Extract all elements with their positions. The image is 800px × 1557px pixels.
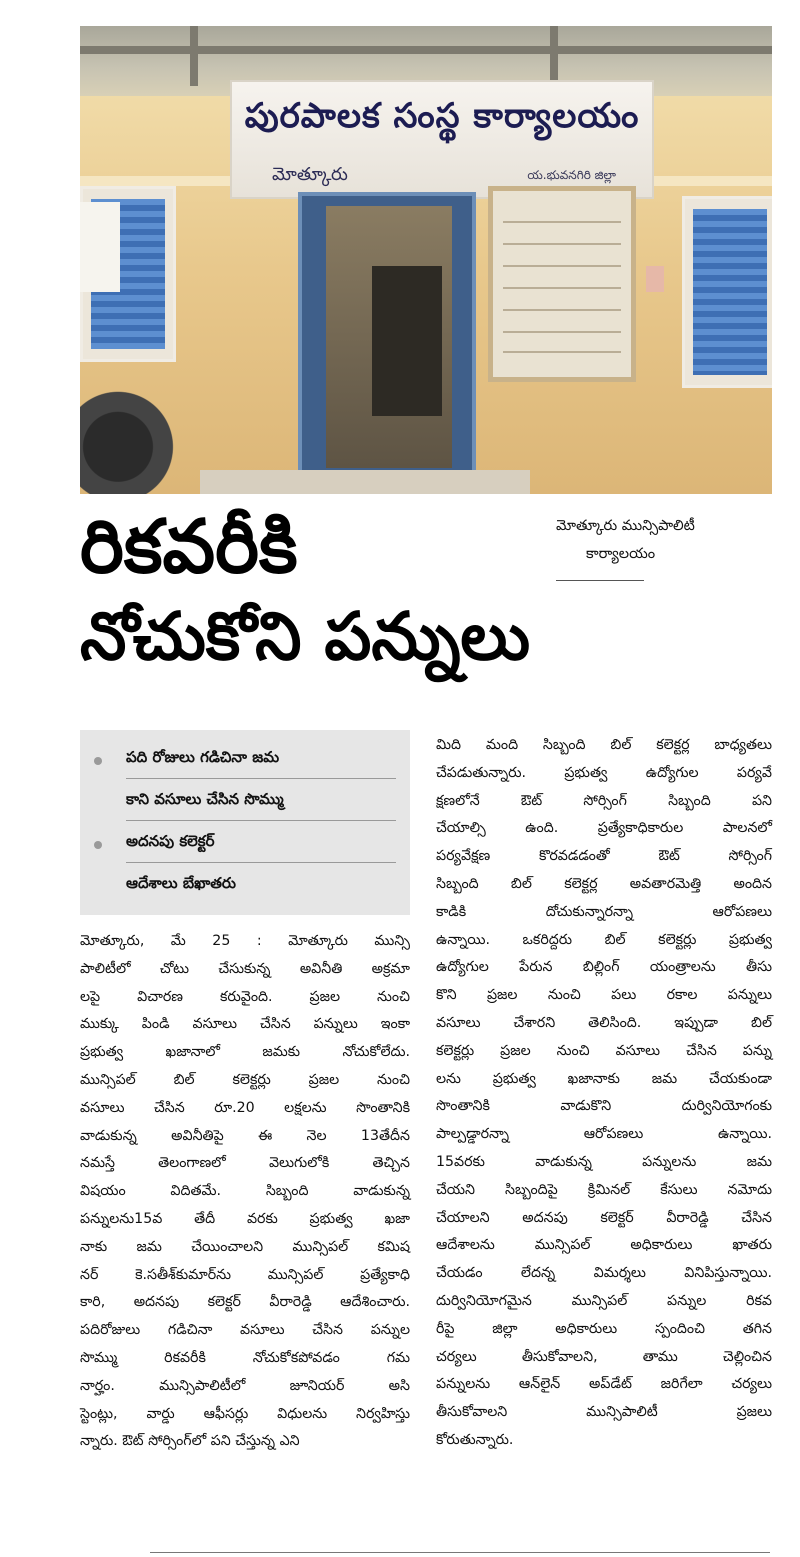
article-text-line: 15వరకు వాడుకున్న పన్నులను జమ bbox=[436, 1153, 772, 1170]
article-text-line: ఉద్యోగుల పేరున బిల్లింగ్ యంత్రాలను తీసు bbox=[436, 959, 772, 976]
headline bbox=[80, 504, 540, 675]
article-text-line: కలెక్టర్లు ప్రజల నుంచి వసూలు చేసిన పన్ను bbox=[436, 1042, 772, 1059]
article-body-left-column bbox=[80, 928, 410, 1456]
article-text-line: వసూలు చేసిన రూ.20 లక్షలను సొంతానికి bbox=[80, 1099, 410, 1116]
article-text-line: చేయాల్సి ఉంది. ప్రత్యేకాధికారుల పాలనలో bbox=[436, 820, 772, 837]
highlights-box bbox=[80, 730, 410, 915]
article-text-line: పన్నులను15వ తేదీ వరకు ప్రభుత్వ ఖజా bbox=[80, 1210, 410, 1227]
roof-post bbox=[550, 26, 558, 86]
article-text-line: ఉన్నాయి. ఒకరిద్దరు బిల్ కలెక్టర్లు ప్రభుత్వ bbox=[436, 931, 772, 948]
article-text-line: ముక్కు పిండి వసూలు చేసిన పన్నులు ఇంకా bbox=[80, 1016, 410, 1033]
caption-line-2: కార్యాలయం bbox=[586, 546, 656, 562]
article-text-line: సొమ్ము రికవరీకి నోచుకోకపోవడం గమ bbox=[80, 1349, 410, 1366]
article-text-line: క్షణలోనే ఔట్ సోర్సింగ్ సిబ్బంది పని bbox=[436, 792, 772, 809]
signboard-location: మోత్కూరు bbox=[272, 164, 348, 185]
article-text-line: నర్ కె.సతీశ్‌కుమార్‌ను మున్సిపల్ ప్రత్యేకాధి bbox=[80, 1266, 410, 1283]
article-text-line: దుర్వినియోగమైన మున్సిపల్ పన్నుల రికవ bbox=[436, 1292, 772, 1309]
article-text-line: మున్సిపల్ బిల్ కలెక్టర్లు ప్రజల నుంచి bbox=[80, 1071, 410, 1088]
article-body-right-column bbox=[436, 732, 772, 1455]
right-window bbox=[682, 196, 772, 388]
article-text-line: కొని ప్రజల నుంచి పలు రకాల పన్నులు bbox=[436, 987, 772, 1004]
article-text-line: నాకు జమ చేయించాలని మున్సిపల్ కమిష bbox=[80, 1238, 410, 1255]
entrance-step bbox=[200, 470, 530, 494]
photo-caption bbox=[556, 512, 756, 568]
office-door bbox=[298, 192, 476, 478]
highlight-2-line-1: అదనపు కలెక్టర్ bbox=[126, 832, 215, 850]
article-text-line: రీపై జిల్లా అధికారులు స్పందించి తగిన bbox=[436, 1320, 772, 1337]
article-text-line: మిది మంది సిబ్బంది బిల్ కలెక్టర్ల బాధ్యతలు bbox=[436, 737, 772, 753]
headline-line-2: నోచుకోని పన్నులు bbox=[80, 598, 531, 675]
article-text-line: మోత్కూరు, మే 25 : మోత్కూరు మున్సి bbox=[80, 933, 410, 949]
article-text-line: విషయం విదితమే. సిబ్బంది వాడుకున్న bbox=[80, 1183, 410, 1200]
paper-notice bbox=[80, 202, 120, 292]
article-text-line: న్నారు. ఔట్ సోర్సింగ్‌లో పని చేస్తున్న ఎని bbox=[80, 1433, 300, 1450]
bullet-icon bbox=[94, 757, 102, 765]
article-text-line: పాల్పడ్డారన్నా ఆరోపణలు ఉన్నాయి. bbox=[436, 1126, 772, 1143]
article-text-line: పదిరోజులు గడిచినా వసూలు చేసిన పన్నుల bbox=[80, 1322, 410, 1339]
article-text-line: తీసుకోవాలని మున్సిపాలిటీ ప్రజలు bbox=[436, 1404, 772, 1421]
article-text-line: లను ప్రభుత్వ ఖజానాకు జమ చేయకుండా bbox=[436, 1070, 772, 1087]
headline-line-1: రికవరీకి bbox=[80, 504, 298, 590]
office-signboard bbox=[230, 80, 654, 199]
inauguration-plaque bbox=[488, 186, 636, 382]
article-text-line: చేయని సిబ్బందిపై క్రిమినల్ కేసులు నమోదు bbox=[436, 1181, 772, 1198]
article-text-line: చేయాలని అదనపు కలెక్టర్ వీరారెడ్డి చేసిన bbox=[436, 1209, 772, 1226]
article-text-line: నార్హం. మున్సిపాలిటీలో జూనియర్ అసి bbox=[80, 1377, 410, 1394]
article-text-line: నమస్తే తెలంగాణలో వెలుగులోకి తెచ్చిన bbox=[80, 1155, 410, 1172]
highlight-1-line-1: పది రోజులు గడిచినా జమ bbox=[126, 748, 280, 766]
article-text-line: వసూలు చేశారని తెలిసింది. ఇప్పుడా బిల్ bbox=[436, 1014, 772, 1031]
article-text-line: సొంతానికి వాడుకొని దుర్వినియోగంకు bbox=[436, 1098, 772, 1115]
highlight-rule bbox=[126, 778, 396, 779]
article-text-line: పన్నులను ఆన్‌లైన్ అప్‌డేట్ జరిగేలా చర్యలు bbox=[436, 1376, 772, 1393]
highlight-2-line-2: ఆదేశాలు బేఖాతరు bbox=[126, 874, 236, 892]
article-text-line: చర్యలు తీసుకోవాలని, తాము చెల్లించిన bbox=[436, 1348, 772, 1365]
roof-beam bbox=[80, 46, 772, 54]
article-photo bbox=[80, 26, 772, 494]
article-text-line: కోరుతున్నారు. bbox=[436, 1431, 514, 1448]
signboard-title: పురపాలక సంస్థ కార్యాలయం bbox=[244, 96, 640, 136]
article-text-line: కాడికి దోచుకున్నారన్నా ఆరోపణలు bbox=[436, 903, 772, 920]
article-text-line: స్టెంట్లు, వార్డు ఆఫీసర్లు విధులను నిర్వహిస్తు bbox=[80, 1405, 410, 1422]
article-text-line: చేపడుతున్నారు. ప్రభుత్వ ఉద్యోగుల పర్యవే bbox=[436, 764, 772, 781]
article-text-line: వాడుకున్న అవినీతిపై ఈ నెల 13తేదీన bbox=[80, 1127, 410, 1144]
article-text-line: ఆదేశాలను మున్సిపల్ అధికారులు ఖాతరు bbox=[436, 1237, 772, 1254]
article-text-line: కారి, అదనపు కలెక్టర్ వీరారెడ్డి ఆదేశించారు. bbox=[80, 1294, 410, 1311]
article-text-line: పర్యవేక్షణ కొరవడడంతో ఔట్ సోర్సింగ్ bbox=[436, 848, 772, 865]
article-text-line: చేయడం లేదన్న విమర్శలు వినిపిస్తున్నాయి. bbox=[436, 1265, 772, 1282]
bottom-rule bbox=[150, 1552, 770, 1553]
motorcycle bbox=[80, 376, 175, 494]
caption-line-1: మోత్కూరు మున్సిపాలిటీ bbox=[556, 518, 695, 534]
article-text-line: ప్రభుత్వ ఖజానాలో జమకు నోచుకోలేదు. bbox=[80, 1044, 410, 1061]
caption-underline bbox=[556, 580, 644, 581]
article-text-line: సిబ్బంది బిల్ కలెక్టర్ల అవతారమెత్తి అందిన bbox=[436, 875, 772, 892]
article-text-line: లపై విచారణ కరువైంది. ప్రజల నుంచి bbox=[80, 988, 410, 1005]
bullet-icon bbox=[94, 841, 102, 849]
highlight-1-line-2: కాని వసూలు చేసిన సొమ్ము bbox=[126, 790, 284, 808]
roof-post bbox=[190, 26, 198, 86]
highlight-rule bbox=[126, 862, 396, 863]
signboard-district: య.భువనగిరి జిల్లా bbox=[527, 168, 616, 182]
highlight-rule bbox=[126, 820, 396, 821]
article-text-line: పాలిటీలో చోటు చేసుకున్న అవినీతి అక్రమా bbox=[80, 960, 410, 977]
wall-notice bbox=[646, 266, 664, 292]
